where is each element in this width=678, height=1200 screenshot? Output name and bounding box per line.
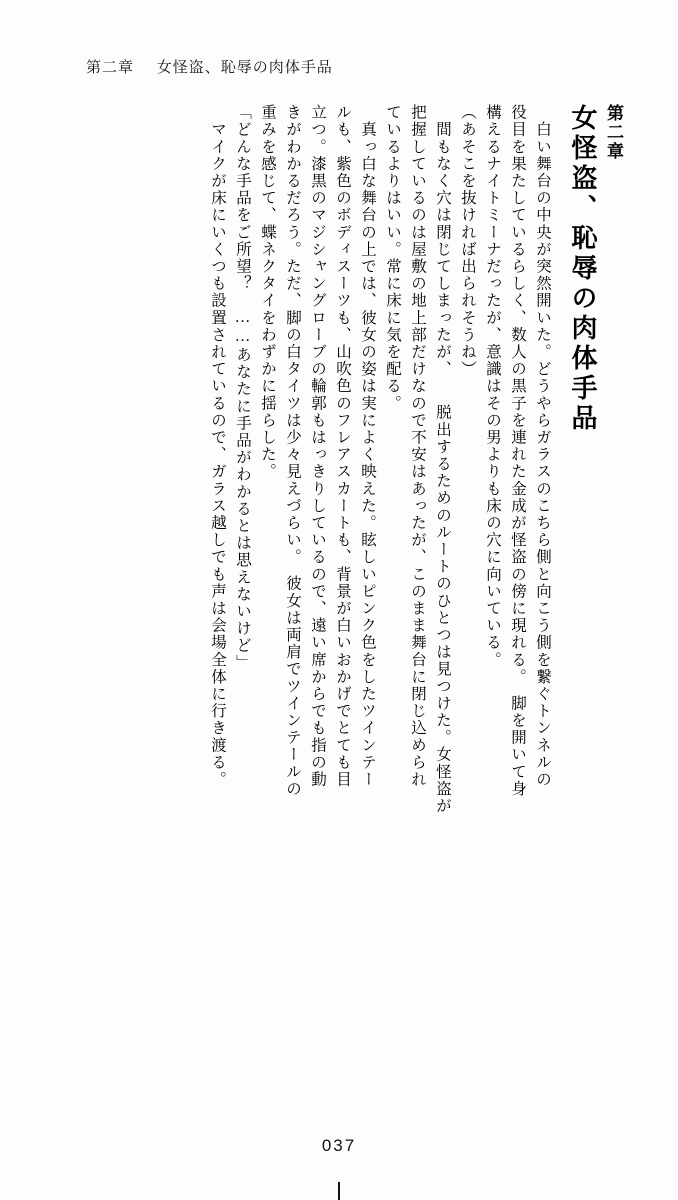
text-column: 重みを感じて、蝶ネクタイをわずかに揺らした。 (259, 104, 276, 481)
text-column: ルも、紫色のボディスーツも、山吹色のフレアスカートも、背景が白いおかげでとても目 (334, 104, 351, 788)
text-column: 真っ白な舞台の上では、彼女の姿は実によく映えた。眩しいピンク色をしたツインテー (359, 104, 376, 788)
text-column: 間もなく穴は閉じてしまったが、 脱出するためのルートのひとつは見つけた。女怪盗が (434, 104, 451, 815)
folio-rule (338, 1182, 340, 1200)
text-column: （あそこを抜ければ出られそうね） (459, 104, 476, 378)
body-text-columns (200, 104, 550, 1044)
vertical-text-body (84, 104, 632, 1044)
text-column: 把握しているのは屋敷の地上部だけなので不安はあったが、このまま舞台に閉じ込められ (409, 104, 426, 788)
chapter-heading (564, 104, 626, 1044)
chapter-heading-title: 女怪盗、恥辱の肉体手品 (568, 104, 597, 434)
running-header (86, 56, 333, 77)
chapter-heading-number: 第二章 (604, 104, 623, 161)
page-number: 037 (321, 1136, 357, 1155)
text-column: ているよりはいい。常に床に気を配る。 (384, 104, 401, 412)
text-column: 役目を果たしているらしく、数人の黒子を連れた金成が怪盗の傍に現れる。 脚を開いて身 (509, 104, 526, 798)
text-column: マイクが床にいくつも設置されているので、ガラス越しでも声は会場全体に行き渡る。 (209, 104, 226, 788)
text-column: 「どんな手品をご所望？ ……あなたに手品がわかるとは思えないけど」 (234, 104, 251, 672)
running-header-chapter-title: 女怪盗、恥辱の肉体手品 (156, 60, 333, 76)
text-column: きがわかるだろう。ただ、脚の白タイツは少々見えづらい。 彼女は両肩でツインテールの (284, 104, 301, 798)
text-column: 立つ。漆黒のマジシャングローブの輪郭もはっきりしているので、遠い席からでも指の動 (309, 104, 326, 788)
running-header-chapter-number: 第二章 (86, 60, 135, 76)
text-column: 白い舞台の中央が突然開いた。どうやらガラスのこちら側と向こう側を繋ぐトンネルの (534, 104, 551, 788)
text-column: 構えるナイトミーナだったが、意識はその男よりも床の穴に向いている。 (484, 104, 501, 669)
